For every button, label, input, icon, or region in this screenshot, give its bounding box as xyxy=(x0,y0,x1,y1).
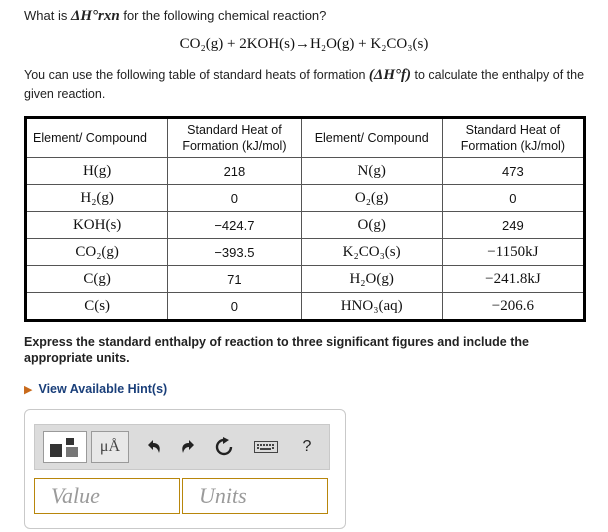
table-row xyxy=(26,212,585,239)
question-suffix: for the following chemical reaction? xyxy=(123,8,327,23)
value-input[interactable] xyxy=(34,478,180,514)
compound-cell: K₂CO₃(s) xyxy=(301,239,442,266)
table-header-row xyxy=(26,118,585,158)
table-row xyxy=(26,158,585,185)
heat-cell: 0 xyxy=(168,185,301,212)
compound-cell: H₂(g) xyxy=(26,185,168,212)
header-compound-1: Element/ Compound xyxy=(26,118,168,158)
units-icon: μÅ xyxy=(99,438,121,455)
chemical-equation: CO₂(g) + 2KOH(s)→H₂O(g) + K₂CO₃(s) xyxy=(179,36,429,52)
undo-icon xyxy=(144,437,164,457)
compound-cell: O₂(g) xyxy=(301,185,442,212)
question-prefix: What is xyxy=(24,8,68,23)
table-row xyxy=(26,239,585,266)
heats-of-formation-table xyxy=(24,116,586,322)
units-button[interactable] xyxy=(91,431,129,463)
value-placeholder: Value xyxy=(51,483,100,508)
heat-cell: −424.7 xyxy=(168,212,301,239)
enthalpy-symbol: ΔH°rxn xyxy=(70,8,120,24)
header-compound-2: Element/ Compound xyxy=(301,118,442,158)
compound-cell: CO₂(g) xyxy=(26,239,168,266)
compound-cell: C(s) xyxy=(26,293,168,321)
help-icon: ? xyxy=(302,438,312,455)
compound-cell: H₂O(g) xyxy=(301,266,442,293)
keyboard-button[interactable] xyxy=(251,433,281,461)
hint-label: View Available Hint(s) xyxy=(38,382,168,396)
compound-cell: C(g) xyxy=(26,266,168,293)
heat-cell: 71 xyxy=(168,266,301,293)
compound-cell: KOH(s) xyxy=(26,212,168,239)
view-hints-link[interactable] xyxy=(24,382,167,396)
instructions-text: Express the standard enthalpy of reaction to three significant figures and include the appropriate units. xyxy=(24,335,529,365)
heat-cell: −1150kJ xyxy=(442,239,584,266)
heat-cell: 249 xyxy=(442,212,584,239)
table-row xyxy=(26,185,585,212)
table-row xyxy=(26,293,585,321)
compound-cell: N(g) xyxy=(301,158,442,185)
heat-cell: 0 xyxy=(442,185,584,212)
intro-part1: You can use the following table of standard heats of formation xyxy=(24,68,366,82)
intro-part2: to calculate the enthalpy of the given reaction. xyxy=(24,68,585,101)
header-heat-1: Standard Heat of Formation (kJ/mol) xyxy=(168,118,301,158)
table-row xyxy=(26,266,585,293)
redo-button[interactable] xyxy=(175,433,201,461)
heat-cell: 473 xyxy=(442,158,584,185)
compound-cell: HNO₃(aq) xyxy=(301,293,442,321)
reset-button[interactable] xyxy=(211,433,237,461)
compound-cell: O(g) xyxy=(301,212,442,239)
question-text xyxy=(24,8,326,25)
heat-cell: 218 xyxy=(168,158,301,185)
keyboard-icon xyxy=(254,439,278,455)
heat-cell: −206.6 xyxy=(442,293,584,321)
formation-symbol: (ΔH°f) xyxy=(368,67,411,83)
triangle-right-icon: ▶ xyxy=(24,384,33,396)
templates-icon xyxy=(44,432,86,462)
units-input[interactable] xyxy=(182,478,328,514)
intro-text xyxy=(24,66,594,104)
header-heat-2: Standard Heat of Formation (kJ/mol) xyxy=(442,118,584,158)
undo-button[interactable] xyxy=(141,433,167,461)
units-placeholder: Units xyxy=(199,483,247,508)
help-button[interactable] xyxy=(297,433,317,461)
heat-cell: −241.8kJ xyxy=(442,266,584,293)
compound-cell: H(g) xyxy=(26,158,168,185)
heat-cell: −393.5 xyxy=(168,239,301,266)
redo-icon xyxy=(178,437,198,457)
heat-cell: 0 xyxy=(168,293,301,321)
templates-button[interactable] xyxy=(43,431,87,463)
math-toolbar xyxy=(34,424,330,470)
reset-icon xyxy=(214,437,234,457)
